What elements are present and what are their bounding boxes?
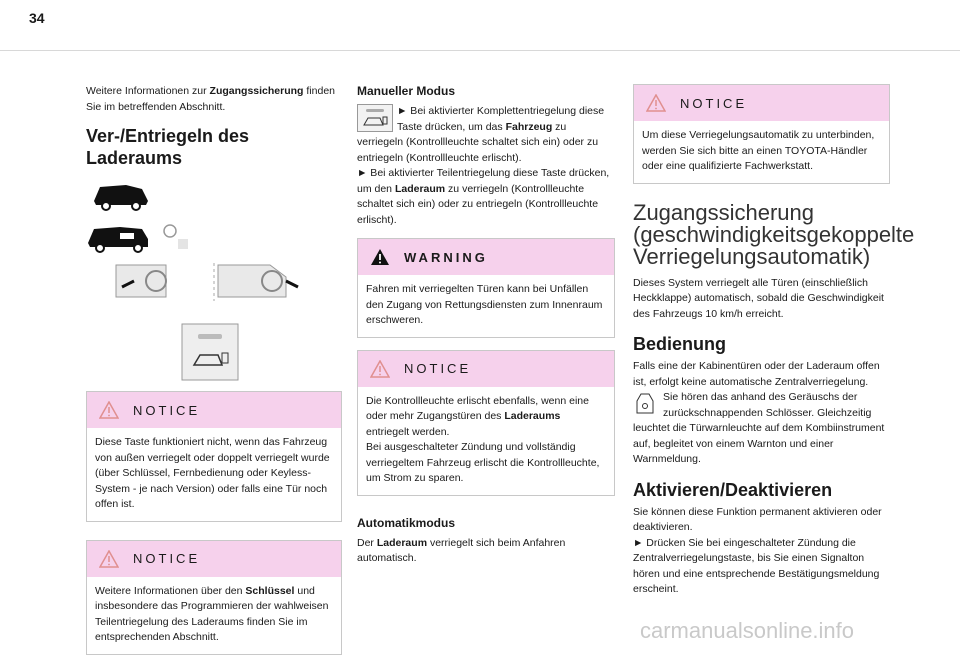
notice-label: NOTICE xyxy=(133,402,201,418)
door-lock-icon xyxy=(633,391,657,417)
auto-mode-heading: Automatikmodus xyxy=(357,515,456,530)
vehicle-figure xyxy=(86,179,342,379)
notice-box-2 xyxy=(86,540,342,655)
manual-para-1: ► Bei aktivierter Komplettentriegelung diese Taste drücken, um das Fahrzeug zu verriegeln (Kontrollleuchte schaltet sich ein) oder zu entriegeln (Kontrollleuchte erlischt). xyxy=(357,105,605,164)
activate-text-2: ► Drücken Sie bei eingeschalteter Zündung die Zentralverriegelungstaste, bis Sie einen Signalton hören und eine entsprechende Bestätigungsmeldung erscheint. xyxy=(633,536,880,595)
auto-mode-text: Der Laderaum verriegelt sich beim Anfahren automatisch. xyxy=(357,536,566,564)
notice-label: NOTICE xyxy=(133,551,201,566)
warning-header xyxy=(358,239,614,275)
door-sound-thumb xyxy=(633,391,657,417)
notice-label: NOTICE xyxy=(404,361,472,376)
notice-text-2: Bei ausgeschalteter Zündung und vollständig verriegeltem Fahrzeug erlischt die Kontrollleuchte, um Strom zu sparen. xyxy=(366,441,600,484)
operation-text-2: Sie hören das anhand des Geräuschs der zurückschnappenden Schlösser. Gleichzeitig leuchtet die Türwarnleuchte auf dem Kombiinstrument auf, begleitet von einem Warnton und einer Warnmeldung. xyxy=(633,391,885,465)
manual-para-2: ► Bei aktivierter Teilentriegelung diese Taste drücken, um den Laderaum zu verriegeln (Kontrollleuchte schaltet sich ein) oder zu entriegeln (Kontrollleuchte erlischt). xyxy=(357,167,610,226)
access-security-heading: Zugangssicherung (geschwindigkeitsgekoppelte Verriegelungsautomatik) xyxy=(633,199,915,269)
notice-box-1 xyxy=(86,391,342,522)
section-heading: Ver-/Entriegeln des Laderaums xyxy=(86,126,250,168)
warning-triangle-icon xyxy=(99,550,119,568)
notice-box-3 xyxy=(357,350,615,496)
operation-heading: Bedienung xyxy=(633,334,726,354)
notice-header xyxy=(358,351,614,387)
warning-triangle-icon xyxy=(370,248,390,266)
lock-button-icon xyxy=(357,104,393,132)
intro-text: Weitere Informationen zur Zugangssicherung finden Sie im betreffenden Abschnitt. xyxy=(86,85,335,113)
access-security-text: Dieses System verriegelt alle Türen (einschließlich Heckklappe) automatisch, sobald die Geschwindigkeit des Fahrzeugs 10 km/h erreicht. xyxy=(633,276,884,320)
button-thumb xyxy=(357,104,393,132)
header-rule xyxy=(0,50,960,51)
warning-triangle-icon xyxy=(99,401,119,419)
vehicle-illustration xyxy=(86,179,342,384)
manual-mode-heading: Manueller Modus xyxy=(357,84,456,98)
notice-header xyxy=(634,85,889,121)
notice-label: NOTICE xyxy=(680,95,748,111)
column-2 xyxy=(357,84,615,567)
notice-text: Die Kontrollleuchte erlischt ebenfalls, wenn eine oder mehr Zugangstüren des Laderaums entriegelt werden. xyxy=(366,394,589,438)
warning-triangle-icon xyxy=(370,360,390,378)
activate-text-1: Sie können diese Funktion permanent aktivieren oder deaktivieren. xyxy=(633,505,882,533)
warning-box xyxy=(357,238,615,338)
notice-text: Diese Taste funktioniert nicht, wenn das Fahrzeug von außen verriegelt oder doppelt verriegelt wurde (über Schlüssel, Fernbedienung oder Keyless-System - je nach Version) oder falls eine Tür noch offen ist. xyxy=(95,436,330,510)
watermark-text: carmanualsonline.info xyxy=(640,618,855,643)
activate-heading: Aktivieren/Deaktivieren xyxy=(633,479,833,500)
notice-header xyxy=(87,541,341,577)
column-1 xyxy=(86,84,342,655)
notice-box-4 xyxy=(633,84,890,184)
warning-text: Fahren mit verriegelten Türen kann bei Unfällen den Zugang von Rettungsdiensten zum Innenraum erschweren. xyxy=(366,283,603,326)
page-number: 34 xyxy=(29,10,45,26)
warning-label: WARNING xyxy=(404,249,488,265)
operation-text-1: Falls eine der Kabinentüren oder der Laderaum offen ist, erfolgt keine automatische Zentralverriegelung. xyxy=(633,360,880,388)
warning-triangle-icon xyxy=(646,94,666,112)
notice-text: Um diese Verriegelungsautomatik zu unterbinden, werden Sie sich bitte an einen TOYOTA-Händler oder eine qualifizierte Fachwerkstatt. xyxy=(642,129,875,172)
notice-header xyxy=(87,392,341,428)
notice-text: Weitere Informationen über den Schlüssel und insbesondere das Programmieren der wahlweisen Teilentriegelung des Laderaums finden Sie im entsprechenden Abschnitt. xyxy=(95,584,329,643)
column-3 xyxy=(633,84,915,598)
